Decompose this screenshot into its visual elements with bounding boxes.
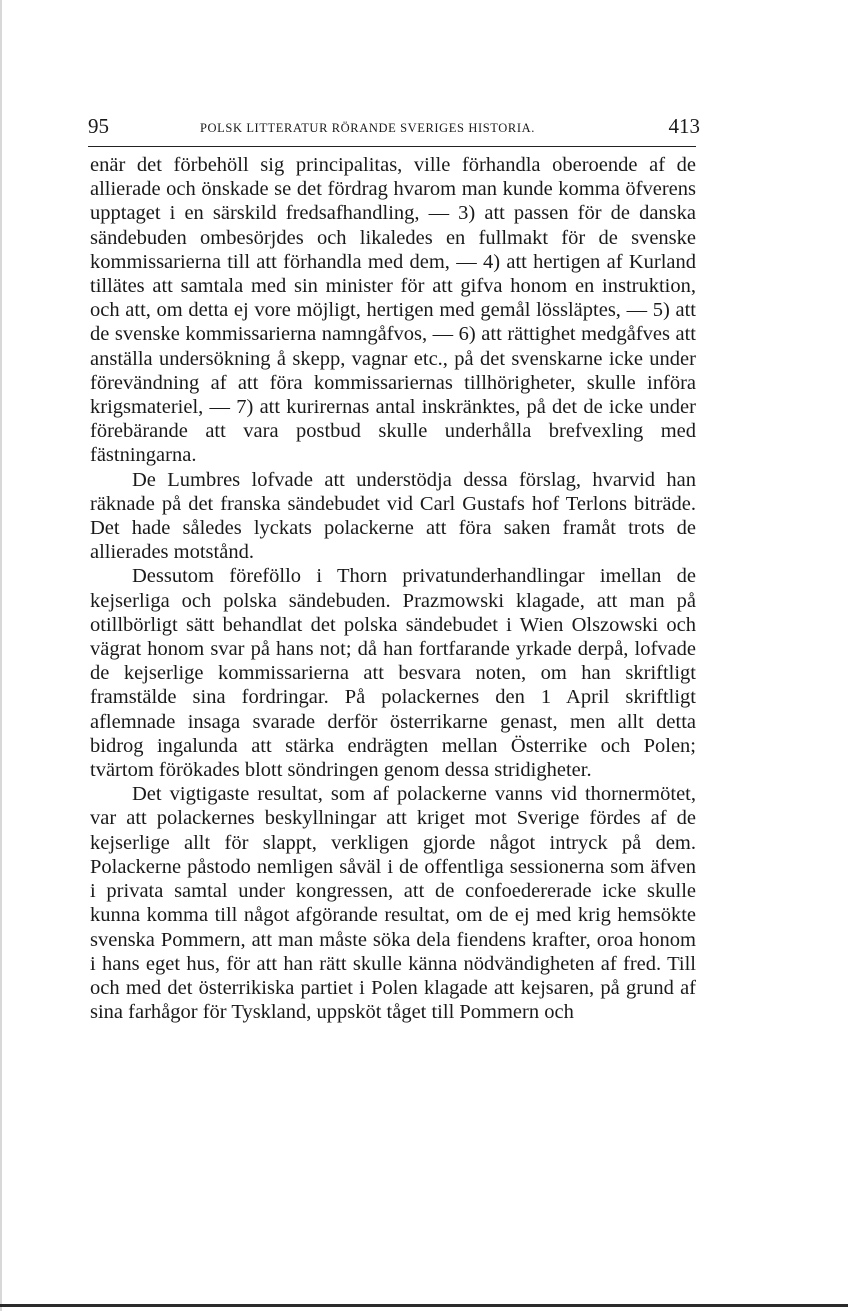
page-number-right: 413	[668, 114, 700, 138]
paragraph: De Lumbres lofvade att understödja dessa förslag, hvarvid han räknade på det franska sändebudet vid Carl Gustafs hof Terlons biträde. Det hade således lyckats polackerne att föra saken framåt trots de allierades motstånd.	[90, 468, 696, 564]
paragraph: Det vigtigaste resultat, som af polackerne vanns vid thornermötet, var att polackernes beskyllningar att kriget mot Sverige fördes af de kejserlige allt för slappt, verkligen gjorde något intryck på dem. Polackerne påstodo nemligen såväl i de offentliga sessionerna som äfven i privata samtal under kongressen, att de confoedererade icke skulle kunna komma till något afgörande resultat, om de ej med krig hemsökte svenska Pommern, att man måste söka dela fiendens krafter, oroa honom i hans eget hus, för att han rätt skulle känna nödvändigheten af fred. Till och med det österrikiska partiet i Polen klagade att kejsaren, på grund af sina farhågor för Tyskland, uppsköt tåget till Pommern och	[90, 783, 696, 1024]
paragraph: Dessutom föreföllo i Thorn privatunderhandlingar imellan de kejserliga och polska sändebuden. Prazmowski klagade, att man på otillbörligt sätt behandlat det polska sändebudet i Wien Olszowski och vägrat honom svar på hans not; då han fortfarande yrkade derpå, lofvade de kejserlige kommissarierna att besvara noten, om han skriftligt framstälde sina fordringar. På polackernes den 1 April skriftligt aflemnade insaga svarade derför österrikarne genast, men allt detta bidrog ingalunda att stärka endrägten mellan Österrike och Polen; tvärtom förökades blott söndringen genom dessa stridigheter.	[90, 565, 696, 782]
paragraph: enär det förbehöll sig principalitas, ville förhandla oberoende af de allierade och önskade se det fördrag hvarom man kunde komma öfverens upptaget i en särskild fredsafhandling, — 3) att passen för de danska sändebuden ombesörjdes och likaledes en fullmakt för de svenske kommissarierna till att förhandla med dem, — 4) att hertigen af Kurland tillätes att samtala med sin minister för att gifva honom en instruktion, och att, om detta ej vore möjligt, hertigen med gemål lössläptes, — 5) att de svenske kommissarierna namngåfvos, — 6) att rättighet medgåfves att anställa undersökning å skepp, vagnar etc., på det svenskarne icke under förevändning af att föra kommissariernas tillhörigheter, skulle införa krigsmateriel, — 7) att kurirernas antal inskränktes, på det de icke under förebärande att vara postbud skulle underhålla brefvexling med fästningarna.	[90, 154, 696, 467]
body-text	[90, 153, 696, 1024]
scan-bottom-edge	[0, 1304, 848, 1307]
running-title: POLSK LITTERATUR RÖRANDE SVERIGES HISTORIA.	[200, 121, 535, 135]
page-header	[88, 114, 700, 144]
page-number-left: 95	[88, 114, 109, 138]
scan-edge	[0, 0, 2, 1311]
header-rule	[88, 146, 696, 147]
